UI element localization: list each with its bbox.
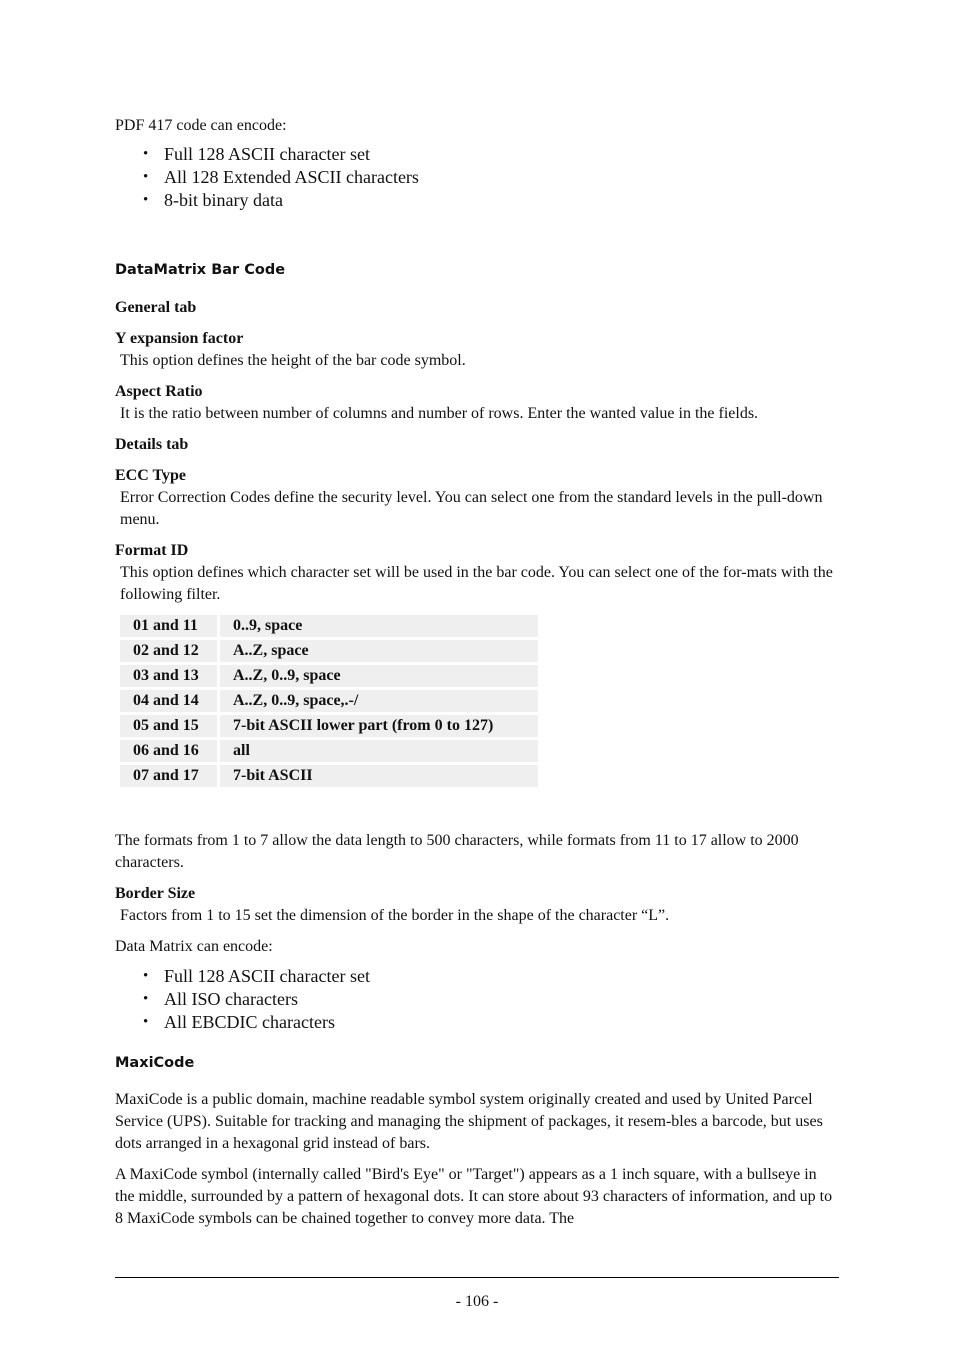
table-row [120,765,538,787]
border-size-heading: Border Size [115,885,196,902]
y-expansion-text: This option defines the height of the bar code symbol. [120,352,466,369]
maxicode-paragraph-2: A MaxiCode symbol (internally called "Bird's Eye" or "Target") appears as a 1 inch square, with a bullseye in the middle, surrounded by a pattern of hexagonal dots. It can store about 93 characters of information, and up to 8 MaxiCode symbols can be chained together to convey more data. The [115,1166,833,1227]
ecc-type-heading: ECC Type [115,467,186,484]
page-number: - 106 - [455,1293,499,1310]
table-cell: all [220,740,538,762]
list-item: • Full 128 ASCII character set [115,143,839,166]
table-row [120,690,538,712]
border-size-text: Factors from 1 to 15 set the dimension of the border in the shape of the character “L”. [120,907,670,924]
maxicode-paragraph-1: MaxiCode is a public domain, machine readable symbol system originally created and used by United Parcel Service (UPS). Suitable for tracking and managing the shipment of packages, it resem-bles a barcode, but uses dots arranged in a hexagonal grid instead of bars. [115,1091,823,1152]
table-cell: 02 and 12 [120,640,217,662]
table-cell: 05 and 15 [120,715,217,737]
table-row [120,640,538,662]
details-tab-heading: Details tab [115,436,189,453]
table-cell: A..Z, 0..9, space,.-/ [220,690,538,712]
list-item: • All ISO characters [115,988,839,1011]
table-cell: 03 and 13 [120,665,217,687]
table-cell: 01 and 11 [120,615,217,637]
format-table [117,612,541,790]
footer-divider [115,1277,839,1278]
table-cell: 04 and 14 [120,690,217,712]
format-id-text: This option defines which character set will be used in the bar code. You can select one of the for-mats with the following filter. [120,564,833,603]
pdf417-list [115,143,839,212]
y-expansion-heading: Y expansion factor [115,330,244,347]
table-row [120,665,538,687]
section-title-maxicode: MaxiCode [115,1055,195,1071]
list-item: • All EBCDIC characters [115,1011,839,1034]
list-item: • Full 128 ASCII character set [115,965,839,988]
aspect-ratio-text: It is the ratio between number of columns and number of rows. Enter the wanted value in the fields. [120,405,759,422]
datamatrix-encode-list [115,965,839,1034]
datamatrix-encode-intro: Data Matrix can encode: [115,938,273,955]
page-content [115,115,839,1230]
section-title-datamatrix: DataMatrix Bar Code [115,262,286,278]
table-cell: 7-bit ASCII [220,765,538,787]
pdf417-intro: PDF 417 code can encode: [115,117,287,134]
table-row [120,740,538,762]
table-cell: 07 and 17 [120,765,217,787]
list-item: • 8-bit binary data [115,189,839,212]
table-cell: 06 and 16 [120,740,217,762]
table-row [120,715,538,737]
ecc-type-text: Error Correction Codes define the security level. You can select one from the standard levels in the pull-down menu. [120,489,823,528]
list-item: • All 128 Extended ASCII characters [115,166,839,189]
format-id-heading: Format ID [115,542,189,559]
table-cell: A..Z, 0..9, space [220,665,538,687]
aspect-ratio-heading: Aspect Ratio [115,383,203,400]
table-row [120,615,538,637]
table-cell: A..Z, space [220,640,538,662]
formats-note: The formats from 1 to 7 allow the data length to 500 characters, while formats from 11 to 17 allow to 2000 characters. [115,832,799,871]
general-tab-heading: General tab [115,299,197,316]
table-cell: 7-bit ASCII lower part (from 0 to 127) [220,715,538,737]
table-cell: 0..9, space [220,615,538,637]
